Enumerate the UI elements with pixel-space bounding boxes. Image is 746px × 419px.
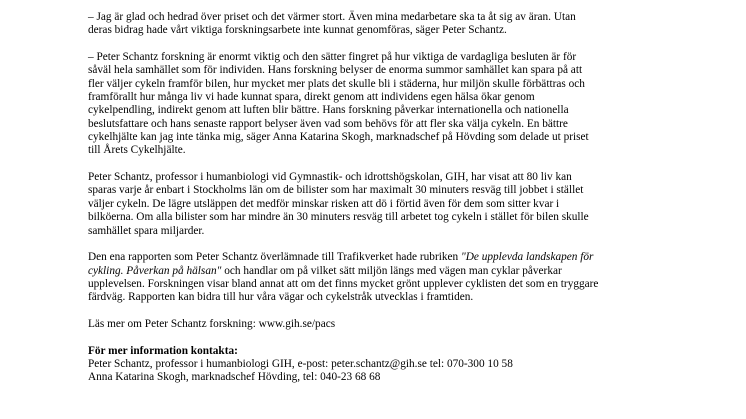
read-more-paragraph [88, 318, 726, 331]
text-line: bilköerna. Om alla bilister som har mindre än 30 minuters resväg till arbetet tog cykeln i stället för bilen skulle [88, 211, 589, 224]
text-line [88, 251, 726, 264]
text-line: sparas varje år enbart i Stockholms län om de bilister som har maximalt 30 minuters resväg till jobbet i stället [88, 184, 584, 197]
read-more-link-text: Läs mer om Peter Schantz forskning: www.gih.se/pacs [88, 317, 336, 330]
text-line: – Jag är glad och hedrad över priset och det värmer stort. Även mina medarbetare ska ta åt sig av äran. Utan [88, 11, 576, 23]
contact-heading: För mer information kontakta: [88, 344, 238, 357]
report-title-text: "De upplevda landskapen för [461, 251, 594, 264]
report-intro-text: Den ena rapporten som Peter Schantz överlämnade till Trafikverket hade rubriken [88, 251, 461, 264]
text-line: Peter Schantz, professor i humanbiologi vid Gymnastik- och idrottshögskolan, GIH, har visat att 80 liv kan [88, 171, 572, 184]
text-line: samhället spara miljarder. [88, 224, 205, 237]
report-paragraph [88, 251, 726, 304]
text-line: såväl hela samhället som för individen. Hans forskning belyser de enorma summor samhället kan spara på att [88, 64, 583, 77]
contact-line: Peter Schantz, professor i humanbiologi GIH, e-post: peter.schantz@gih.se tel: 070-300 10 58 [88, 357, 513, 370]
text-line: framförallt hur många liv vi hade kunnat spara, direkt genom att individens egen hälsa ökar genom [88, 91, 535, 104]
text-line: cykelhjälte kan jag inte tänka mig, säger Anna Katarina Skogh, marknadschef på Hövding som delade ut priset [88, 131, 589, 144]
report-description-text: och handlar om på vilket sätt miljön längs med vägen man cyklar påverkar [221, 264, 562, 277]
quote-paragraph-schantz [88, 11, 726, 38]
text-line: beslutsfattare och hans senaste rapport belyser även vad som behövs för att fler ska välja cykeln. En bättre [88, 117, 568, 130]
text-line: till Årets Cykelhjälte. [88, 144, 186, 157]
text-line: fler väljer cykeln framför bilen, hur mycket mer plats det skulle bli i städerna, hur miljön skulle förbättras och [88, 77, 585, 90]
contact-section [88, 345, 726, 385]
text-line: cykelpendling, indirekt genom att luften blir bättre. Hans forskning påverkar internationella och nationella [88, 104, 569, 117]
quote-paragraph-skogh [88, 51, 726, 158]
report-title-text: cykling. Påverkan på hälsan" [88, 264, 222, 277]
research-paragraph [88, 171, 726, 238]
contact-line: Anna Katarina Skogh, marknadschef Hövding, tel: 040-23 68 68 [88, 371, 381, 384]
text-line: färdväg. Rapporten kan bidra till hur våra vägar och cykelstråk utvecklas i framtiden. [88, 291, 474, 304]
text-line: väljer cykeln. De lägre utsläppen det medför minskar risken att dö i förtid även för dem som sitter kvar i [88, 197, 560, 210]
text-line [88, 265, 726, 278]
text-line: – Peter Schantz forskning är enormt viktig och den sätter fingret på hur viktiga de vardagliga besluten är för [88, 51, 577, 64]
text-line: deras bidrag hade vårt viktiga forskningsarbete inte kunnat genomföras, säger Peter Schantz. [88, 24, 507, 37]
text-line: upplevelsen. Forskningen visar bland annat att om det finns mycket grönt upplever cyklisten det som en tryggare [88, 277, 599, 290]
